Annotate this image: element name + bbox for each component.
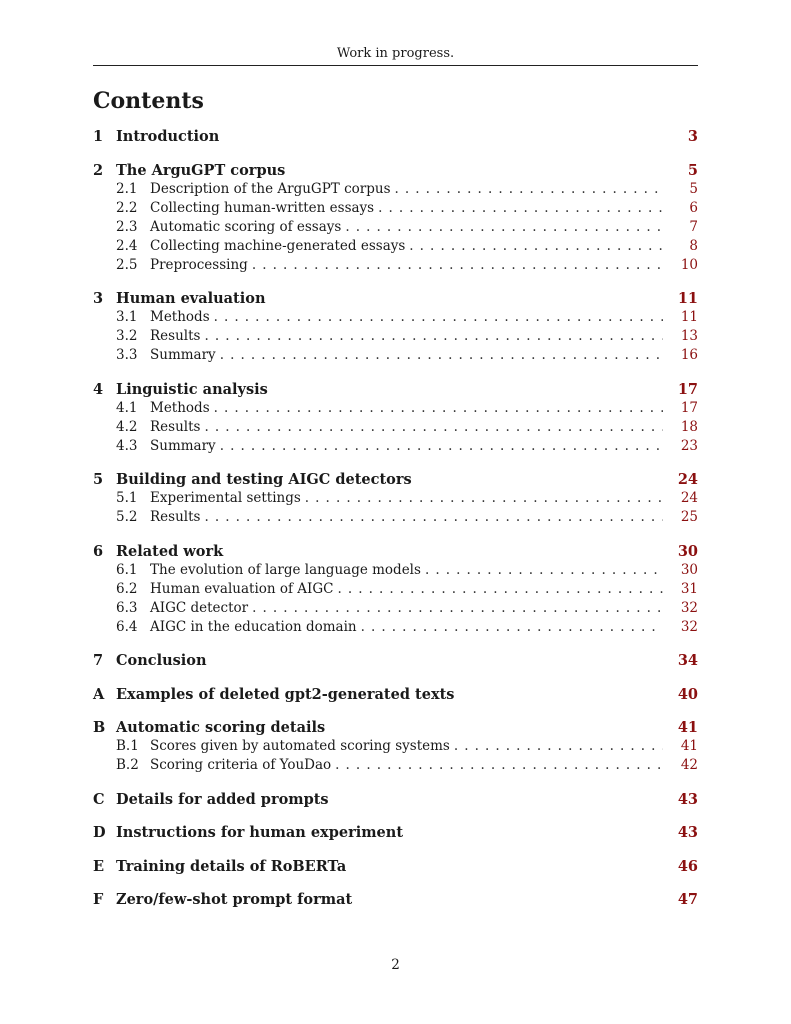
- subsection-line: [150, 437, 663, 455]
- contents-heading: Contents: [93, 88, 204, 114]
- section-title[interactable]: Conclusion: [116, 652, 207, 669]
- subsection-number: 6.1: [116, 561, 138, 578]
- dot-leader: [454, 737, 663, 755]
- section-page-link[interactable]: 34: [677, 652, 698, 669]
- subsection-page-link[interactable]: 32: [680, 618, 698, 635]
- section-number: 7: [93, 652, 104, 669]
- subsection-number: 2.3: [116, 218, 138, 235]
- toc-section-entry[interactable]: [93, 162, 698, 180]
- toc-subsection-entry[interactable]: [93, 418, 698, 437]
- subsection-page-link[interactable]: 17: [680, 399, 698, 416]
- subsection-title[interactable]: Scoring criteria of YouDao: [150, 757, 332, 773]
- subsection-title[interactable]: Experimental settings: [150, 490, 301, 506]
- section-page-link[interactable]: 17: [677, 380, 698, 398]
- section-title[interactable]: Zero/few-shot prompt format: [116, 891, 353, 908]
- toc-section-entry[interactable]: [93, 381, 698, 399]
- dot-leader: [395, 180, 664, 198]
- dot-leader: [252, 599, 663, 617]
- dot-leader: [305, 489, 663, 507]
- section-number: C: [93, 790, 105, 808]
- subsection-title[interactable]: Summary: [150, 347, 216, 363]
- section-title[interactable]: The ArguGPT corpus: [116, 161, 286, 179]
- subsection-number: 4.1: [116, 399, 138, 416]
- subsection-page-link[interactable]: 23: [680, 437, 698, 454]
- dot-leader: [425, 561, 663, 579]
- subsection-page-link[interactable]: 18: [680, 418, 698, 435]
- section-page-link[interactable]: 47: [677, 891, 698, 908]
- section-number: 5: [93, 471, 104, 488]
- subsection-title[interactable]: AIGC detector: [150, 599, 249, 616]
- toc-subsection-entry[interactable]: [93, 599, 698, 618]
- section-page-link[interactable]: 41: [677, 719, 698, 736]
- subsection-title[interactable]: Description of the ArguGPT corpus: [150, 180, 391, 197]
- toc-subsection-entry[interactable]: [93, 199, 698, 218]
- subsection-number: 2.2: [116, 199, 138, 216]
- subsection-title[interactable]: Methods: [150, 309, 210, 325]
- section-title[interactable]: Introduction: [116, 128, 220, 145]
- dot-leader: [214, 308, 663, 326]
- running-head: Work in progress.: [93, 45, 698, 66]
- subsection-line: [150, 756, 663, 774]
- toc-subsection-entry[interactable]: [93, 561, 698, 580]
- dot-leader: [204, 508, 663, 526]
- toc-subsection-entry[interactable]: [93, 327, 698, 346]
- toc-subsection-entry[interactable]: [93, 756, 698, 775]
- toc-section-entry[interactable]: [93, 128, 698, 146]
- section-number: A: [93, 685, 105, 703]
- subsection-title[interactable]: Results: [150, 509, 201, 525]
- page-number: 2: [391, 957, 400, 973]
- dot-leader: [220, 437, 663, 455]
- section-title[interactable]: Linguistic analysis: [116, 380, 268, 398]
- section-number: 1: [93, 128, 104, 145]
- toc-section-entry[interactable]: [93, 543, 698, 561]
- toc-subsection-entry[interactable]: [93, 180, 698, 199]
- subsection-page-link[interactable]: 8: [689, 237, 698, 254]
- section-title[interactable]: Examples of deleted gpt2-generated texts: [116, 685, 455, 703]
- subsection-page-link[interactable]: 25: [680, 509, 698, 525]
- subsection-number: 6.3: [116, 599, 138, 616]
- subsection-line: [150, 218, 663, 236]
- dot-leader: [345, 218, 663, 236]
- toc-subsection-entry[interactable]: [93, 399, 698, 418]
- toc-subsection-entry[interactable]: [93, 218, 698, 237]
- subsection-page-link[interactable]: 7: [689, 218, 698, 235]
- section-title[interactable]: Related work: [116, 542, 224, 560]
- subsection-line: [150, 580, 663, 598]
- dot-leader: [338, 580, 664, 598]
- subsection-line: [150, 508, 663, 526]
- subsection-line: [150, 327, 663, 345]
- subsection-title[interactable]: Scores given by automated scoring systems: [150, 738, 450, 754]
- subsection-page-link[interactable]: 41: [680, 738, 698, 754]
- section-title[interactable]: Building and testing AIGC detectors: [116, 471, 412, 488]
- dot-leader: [214, 399, 663, 417]
- toc-subsection-entry[interactable]: [93, 308, 698, 327]
- subsection-number: 3.1: [116, 309, 138, 325]
- dot-leader: [335, 756, 663, 774]
- section-page-link[interactable]: 30: [677, 542, 698, 560]
- dot-leader: [204, 418, 663, 436]
- toc-section-entry[interactable]: [93, 652, 698, 670]
- dot-leader: [361, 618, 663, 636]
- section-page-link[interactable]: 43: [677, 790, 698, 808]
- toc-subsection-entry[interactable]: [93, 737, 698, 756]
- subsection-line: [150, 618, 663, 636]
- section-page-link[interactable]: 5: [687, 161, 698, 179]
- subsection-number: 2.4: [116, 237, 138, 254]
- section-title[interactable]: Details for added prompts: [116, 790, 329, 808]
- toc-subsection-entry[interactable]: [93, 256, 698, 275]
- section-page-link[interactable]: 46: [677, 857, 698, 875]
- subsection-line: [150, 199, 663, 217]
- subsection-page-link[interactable]: 30: [680, 561, 698, 578]
- subsection-number: 2.1: [116, 180, 138, 197]
- subsection-page-link[interactable]: 5: [689, 180, 698, 197]
- dot-leader: [204, 327, 663, 345]
- subsection-number: 4.3: [116, 437, 138, 454]
- subsection-title[interactable]: Preprocessing: [150, 256, 248, 273]
- subsection-number: 2.5: [116, 256, 138, 273]
- section-number: D: [93, 824, 106, 841]
- subsection-title[interactable]: Methods: [150, 399, 210, 416]
- subsection-line: [150, 256, 663, 274]
- subsection-line: [150, 737, 663, 755]
- subsection-number: 3.3: [116, 347, 138, 363]
- subsection-line: [150, 346, 663, 364]
- subsection-title[interactable]: Human evaluation of AIGC: [150, 580, 334, 597]
- subsection-number: B.2: [116, 757, 139, 773]
- toc-section-entry[interactable]: [93, 686, 698, 704]
- subsection-title[interactable]: AIGC in the education domain: [150, 618, 357, 635]
- toc-section-entry[interactable]: [93, 791, 698, 809]
- subsection-title[interactable]: Collecting human-written essays: [150, 199, 375, 216]
- section-number: F: [93, 891, 104, 908]
- toc-section-entry[interactable]: [93, 290, 698, 308]
- subsection-line: [150, 599, 663, 617]
- section-number: 6: [93, 542, 104, 560]
- toc-section-entry[interactable]: [93, 858, 698, 876]
- subsection-number: 6.2: [116, 580, 138, 597]
- toc-section-entry[interactable]: [93, 824, 698, 842]
- subsection-title[interactable]: Collecting machine-generated essays: [150, 237, 406, 254]
- subsection-title[interactable]: Automatic scoring of essays: [150, 218, 342, 235]
- subsection-line: [150, 399, 663, 417]
- subsection-page-link[interactable]: 31: [680, 580, 698, 597]
- table-of-contents: [93, 128, 698, 909]
- subsection-page-link[interactable]: 24: [680, 490, 698, 506]
- subsection-line: [150, 489, 663, 507]
- dot-leader: [409, 237, 663, 255]
- section-title[interactable]: Automatic scoring details: [116, 719, 326, 736]
- toc-section-entry[interactable]: [93, 719, 698, 737]
- dot-leader: [252, 256, 663, 274]
- toc-subsection-entry[interactable]: [93, 618, 698, 637]
- subsection-number: 4.2: [116, 418, 138, 435]
- section-title[interactable]: Instructions for human experiment: [116, 824, 404, 841]
- toc-subsection-entry[interactable]: [93, 580, 698, 599]
- subsection-number: 5.2: [116, 509, 138, 525]
- toc-section-entry[interactable]: [93, 891, 698, 909]
- subsection-title[interactable]: Results: [150, 418, 201, 435]
- toc-subsection-entry[interactable]: [93, 489, 698, 508]
- subsection-line: [150, 180, 663, 198]
- section-page-link[interactable]: 11: [677, 290, 698, 307]
- section-number: 2: [93, 161, 104, 179]
- subsection-line: [150, 237, 663, 255]
- dot-leader: [378, 199, 663, 217]
- subsection-number: 5.1: [116, 490, 138, 506]
- toc-subsection-entry[interactable]: [93, 437, 698, 456]
- section-page-link[interactable]: 24: [677, 471, 698, 488]
- subsection-line: [150, 418, 663, 436]
- subsection-page-link[interactable]: 11: [680, 309, 698, 325]
- toc-subsection-entry[interactable]: [93, 508, 698, 527]
- section-number: 3: [93, 290, 104, 307]
- toc-subsection-entry[interactable]: [93, 237, 698, 256]
- subsection-page-link[interactable]: 16: [680, 347, 698, 363]
- section-title[interactable]: Human evaluation: [116, 290, 266, 307]
- section-number: E: [93, 857, 105, 875]
- subsection-title[interactable]: Results: [150, 328, 201, 344]
- subsection-page-link[interactable]: 32: [680, 599, 698, 616]
- subsection-line: [150, 308, 663, 326]
- subsection-number: 6.4: [116, 618, 138, 635]
- subsection-page-link[interactable]: 13: [680, 328, 698, 344]
- subsection-title[interactable]: Summary: [150, 437, 216, 454]
- subsection-page-link[interactable]: 6: [689, 199, 698, 216]
- subsection-number: B.1: [116, 738, 139, 754]
- subsection-title[interactable]: The evolution of large language models: [150, 561, 421, 578]
- toc-section-entry[interactable]: [93, 471, 698, 489]
- section-number: B: [93, 719, 106, 736]
- subsection-page-link[interactable]: 10: [680, 256, 698, 273]
- subsection-number: 3.2: [116, 328, 138, 344]
- section-page-link[interactable]: 3: [687, 128, 698, 145]
- subsection-page-link[interactable]: 42: [680, 757, 698, 773]
- section-page-link[interactable]: 43: [677, 824, 698, 841]
- toc-subsection-entry[interactable]: [93, 346, 698, 365]
- section-title[interactable]: Training details of RoBERTa: [116, 857, 347, 875]
- section-page-link[interactable]: 40: [677, 685, 698, 703]
- subsection-line: [150, 561, 663, 579]
- dot-leader: [220, 346, 663, 364]
- section-number: 4: [93, 380, 104, 398]
